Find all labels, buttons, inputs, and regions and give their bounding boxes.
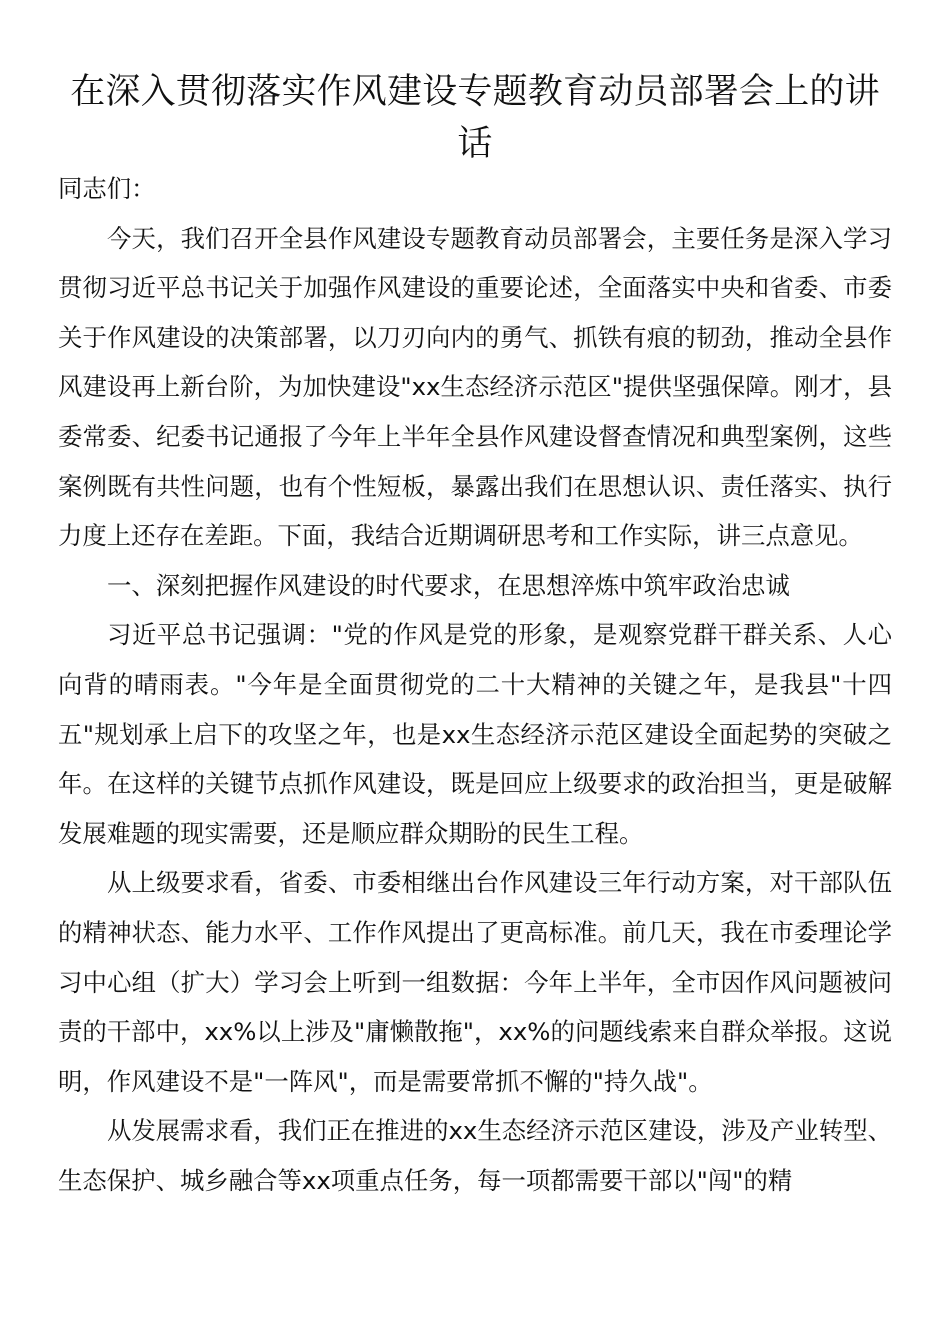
paragraph-quote: 习近平总书记强调："党的作风是党的形象，是观察党群干群关系、人心向背的晴雨表。"今年是全面贯彻党的二十大精神的关键之年，是我县"十四五"规划承上启下的攻坚之年，也是xx生态经济示范区建设全面起势的突破之年。在这样的关键节点抓作风建设，既是回应上级要求的政治担当，更是破解发展难题的现实需要，还是顺应群众期盼的民生工程。 xyxy=(58,620,892,848)
section-heading-1: 一、深刻把握作风建设的时代要求，在思想淬炼中筑牢政治忠诚 xyxy=(107,570,790,600)
document-title: 在深入贯彻落实作风建设专题教育动员部署会上的讲话 xyxy=(70,72,880,164)
paragraph-development-needs: 从发展需求看，我们正在推进的xx生态经济示范区建设，涉及产业转型、生态保护、城乡融合等xx项重点任务，每一项都需要干部以"闯"的精 xyxy=(58,1116,892,1195)
document-body xyxy=(58,164,892,1205)
salutation: 同志们： xyxy=(58,174,156,203)
paragraph-higher-requirements: 从上级要求看，省委、市委相继出台作风建设三年行动方案，对干部队伍的精神状态、能力水平、工作作风提出了更高标准。前几天，我在市委理论学习中心组（扩大）学习会上听到一组数据：今年上半年，全市因作风问题被问责的干部中，xx%以上涉及"庸懒散拖"，xx%的问题线索来自群众举报。这说明，作风建设不是"一阵风"，而是需要常抓不懈的"持久战"。 xyxy=(58,868,892,1096)
paragraph-opening: 今天，我们召开全县作风建设专题教育动员部署会，主要任务是深入学习贯彻习近平总书记关于加强作风建设的重要论述，全面落实中央和省委、市委关于作风建设的决策部署，以刀刃向内的勇气、抓铁有痕的韧劲，推动全县作风建设再上新台阶，为加快建设"xx生态经济示范区"提供坚强保障。刚才，县委常委、纪委书记通报了今年上半年全县作风建设督查情况和典型案例，这些案例既有共性问题，也有个性短板，暴露出我们在思想认识、责任落实、执行力度上还存在差距。下面，我结合近期调研思考和工作实际，讲三点意见。 xyxy=(58,223,892,551)
